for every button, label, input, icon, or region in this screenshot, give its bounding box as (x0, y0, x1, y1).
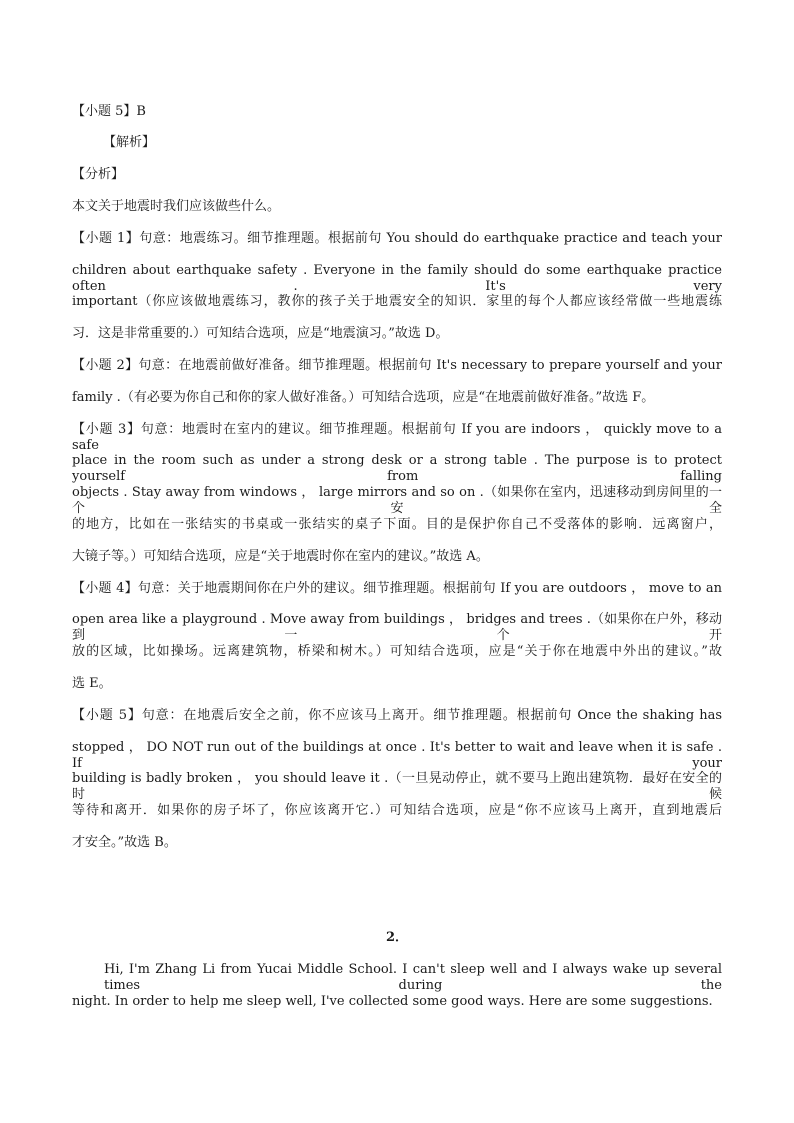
section2-line-2: night. In order to help me sleep well, I've collected some good ways. Here are some suggestions. (72, 994, 713, 1009)
q4-line-1: 【小题 4】句意：关于地震期间你在户外的建议。细节推理题。根据前句 If you are outdoors ， move to an (72, 581, 722, 596)
answer-header: 【小题 5】B (72, 104, 146, 119)
q5-line-5: 才安全。”故选 B。 (72, 835, 177, 850)
q2-line-2: family .（有必要为你自己和你的家人做好准备。）可知结合选项，应是“在地震前做好准备。”故选 F。 (72, 390, 655, 405)
q4-line-3: 放的区域，比如操场。远离建筑物，桥梁和树木。）可知结合选项，应是“关于你在地震中外出的建议。”故 (72, 644, 722, 659)
q5-line-1: 【小题 5】句意：在地震后安全之前，你不应该马上离开。细节推理题。根据前句 Once the shaking has (72, 708, 722, 723)
q3-line-1: 【小题 3】句意：地震时在室内的建议。细节推理题。根据前句 If you are indoors ， quickly move to a safe (72, 422, 722, 453)
q1-line-3: important（你应该做地震练习，教你的孩子关于地震安全的知识．家里的每个人都应该经常做一些地震练 (72, 294, 722, 309)
q4-line-2: open area like a playground . Move away from buildings ， bridges and trees .（如果你在户外，移动到一个开 (72, 612, 722, 643)
fenxi-label: 【分析】 (72, 167, 125, 182)
summary-text: 本文关于地震时我们应该做些什么。 (72, 199, 281, 214)
q4-line-4: 选 E。 (72, 676, 112, 691)
q1-line-4: 习．这是非常重要的.）可知结合选项，应是“地震演习。”故选 D。 (72, 326, 449, 341)
q5-line-4: 等待和离开．如果你的房子坏了，你应该离开它.）可知结合选项，应是“你不应该马上离开，直到地震后 (72, 803, 722, 818)
jiexi-label: 【解析】 (103, 135, 156, 150)
q1-line-2: children about earthquake safety . Everyone in the family should do some earthquake practice often . It's very (72, 263, 722, 294)
section-number: 2． (385, 930, 409, 945)
q2-line-1: 【小题 2】句意：在地震前做好准备。细节推理题。根据前句 It's necessary to prepare yourself and your (72, 358, 722, 373)
q1-line-1: 【小题 1】句意：地震练习。细节推理题。根据前句 You should do earthquake practice and teach your (72, 231, 722, 246)
q5-line-2: stopped ， DO NOT run out of the buildings at once . It's better to wait and leave when it is safe . If your (72, 740, 722, 771)
q5-line-3: building is badly broken ， you should leave it .（一旦晃动停止，就不要马上跑出建筑物．最好在安全的时候 (72, 771, 722, 802)
q3-line-2: place in the room such as under a strong desk or a strong table . The purpose is to protect yourself from falling (72, 453, 722, 484)
q3-line-5: 大镜子等。）可知结合选项，应是“关于地震时你在室内的建议。”故选 A。 (72, 549, 489, 564)
q3-line-4: 的地方，比如在一张结实的书桌或一张结实的桌子下面。目的是保护你自己不受落体的影响．远离窗户， (72, 517, 722, 532)
q3-line-3: objects . Stay away from windows ， large mirrors and so on .（如果你在室内，迅速移动到房间里的一个安全 (72, 485, 722, 516)
section2-line-1: Hi, I'm Zhang Li from Yucai Middle School. I can't sleep well and I always wake up several times during the (104, 962, 722, 993)
